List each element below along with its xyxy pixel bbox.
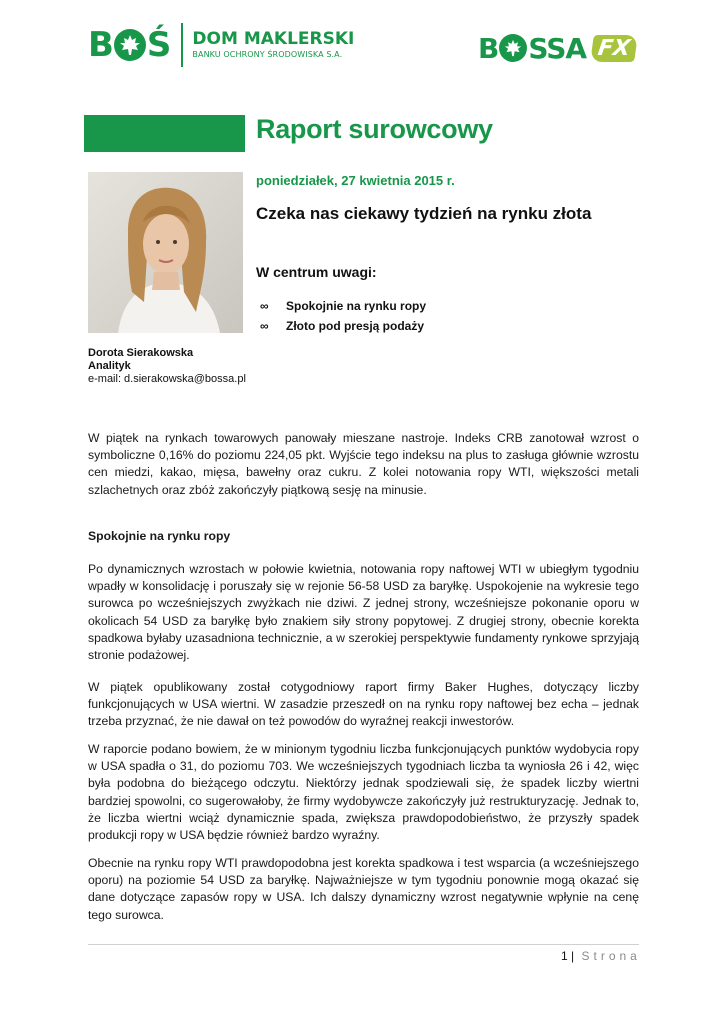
page-number: 1 [561,949,568,963]
list-item [260,316,426,336]
report-subtitle: Czeka nas ciekawy tydzień na rynku złota [256,204,592,223]
maple-leaf-icon [114,29,146,61]
section-paragraph-3-block [88,741,639,844]
bossa-fx-logo [478,28,636,68]
author-email: e-mail: d.sierakowska@bossa.pl [88,373,246,385]
title-accent-bar [84,115,245,152]
bos-logo [88,22,354,68]
infinity-bullet-icon: ∞ [260,299,269,313]
focus-item-label: Złoto pod presją podaży [286,319,425,333]
intro-block [88,430,639,499]
page-title: Raport surowcowy [256,114,493,144]
body-paragraph: Obecnie na rynku ropy WTI prawdopodobna jest korekta spadkowa i test wsparcia (a wcześniejszego oporu) na poziomie 54 USD za baryłkę. Najważniejsze w tym tygodniu ponownie mogą okazać się dane dotyczące zapasów ropy w USA. Ich dalszy dynamiczny wzrost negatywnie wpłynie na cenę tego surowca. [88,856,639,922]
section-paragraph-4-block [88,855,639,924]
focus-heading: W centrum uwagi: [256,264,377,280]
footer-divider [88,944,639,945]
body-paragraph: W raporcie podano bowiem, że w minionym tygodniu liczba funkcjonujących punktów wydobycia ropy w USA spadła o 31, do poziomu 703. We wcześniejszych tygodniach liczba ta wyniosła 26 i 42, więc była podobna do bieżącego odczytu. Niektórzy jednak spodziewali się, że spadek liczby wiertni bardziej spowolni, co sugerowałoby, że firmy wydobywcze zakończyły już restrukturyzację. Jednak to, że liczba wiertni wciąż dynamicznie spada, zwiększa prawdopodobieństwo, że przyszły spadek produkcji ropy w USA będzie również bardzo wyraźny. [88,742,639,843]
author-block [88,347,246,386]
analyst-photo [88,172,243,333]
section-heading: Spokojnie na rynku ropy [88,529,231,543]
focus-list [260,296,426,336]
section-paragraph-2-block [88,679,639,731]
author-role: Analityk [88,360,131,372]
list-item [260,296,426,316]
report-date: poniedziałek, 27 kwietnia 2015 r. [256,173,455,188]
dom-maklerski-subtitle: BANKU OCHRONY ŚRODOWISKA S.A. [192,50,343,59]
body-paragraph: W piątek opublikowany został cotygodniowy raport firmy Baker Hughes, dotyczący liczby funkcjonujących w USA wiertni. W zasadzie przeszedł on na rynku ropy naftowej bez echa – jednak trzeba przyznać, że nie dawał on też powodów do wyraźnej reakcji inwestorów. [88,680,639,729]
logo-divider [181,23,183,67]
bos-logo-letter-s: Ś [146,25,171,65]
focus-item-label: Spokojnie na rynku ropy [286,299,427,313]
infinity-bullet-icon: ∞ [260,319,269,333]
bos-logo-letter-b: B [88,25,113,65]
footer-separator: | [571,949,575,963]
section-paragraph-1-block [88,561,639,664]
bossa-logo-letter-b: B [478,31,499,65]
dom-maklerski-title: DOM MAKLERSKI [192,29,355,49]
intro-paragraph: W piątek na rynkach towarowych panowały mieszane nastroje. Indeks CRB zanotował wzrost o symboliczne 0,16% do poziomu 224,05 pkt. Wyjście tego indeksu na plus to zasługa głównie wzrostu cen miedzi, kakao, mięsa, bawełny oraz cukru. Z kolei notowania ropy WTI, większości metali szlachetnych oraz zbóż zakończyły piątkową sesję na minusie. [88,431,639,497]
page-footer [561,949,641,963]
bossa-logo-letters: SSA [528,31,587,65]
fx-badge: FX [590,35,638,62]
page-label: Strona [581,949,641,963]
body-paragraph: Po dynamicznych wzrostach w połowie kwietnia, notowania ropy naftowej WTI w ubiegłym tygodniu wpadły w konsolidację i poruszały się w rejonie 56-58 USD za baryłkę. Uspokojenie na wykresie tego surowca po wcześniejszych zwyżkach nie dziwi. Z jednej strony, wcześniejsze pokonanie oporu w okolicach 54 USD za baryłkę było znakiem siły strony popytowej. Z drugiej strony, obecnie korekta spadkowa byłaby uzasadniona technicznie, a w szerokiej perspektywie fundamenty rynkowe sprzyjają stronie podażowej. [88,562,639,663]
maple-leaf-icon [499,34,527,62]
author-name: Dorota Sierakowska [88,347,194,359]
